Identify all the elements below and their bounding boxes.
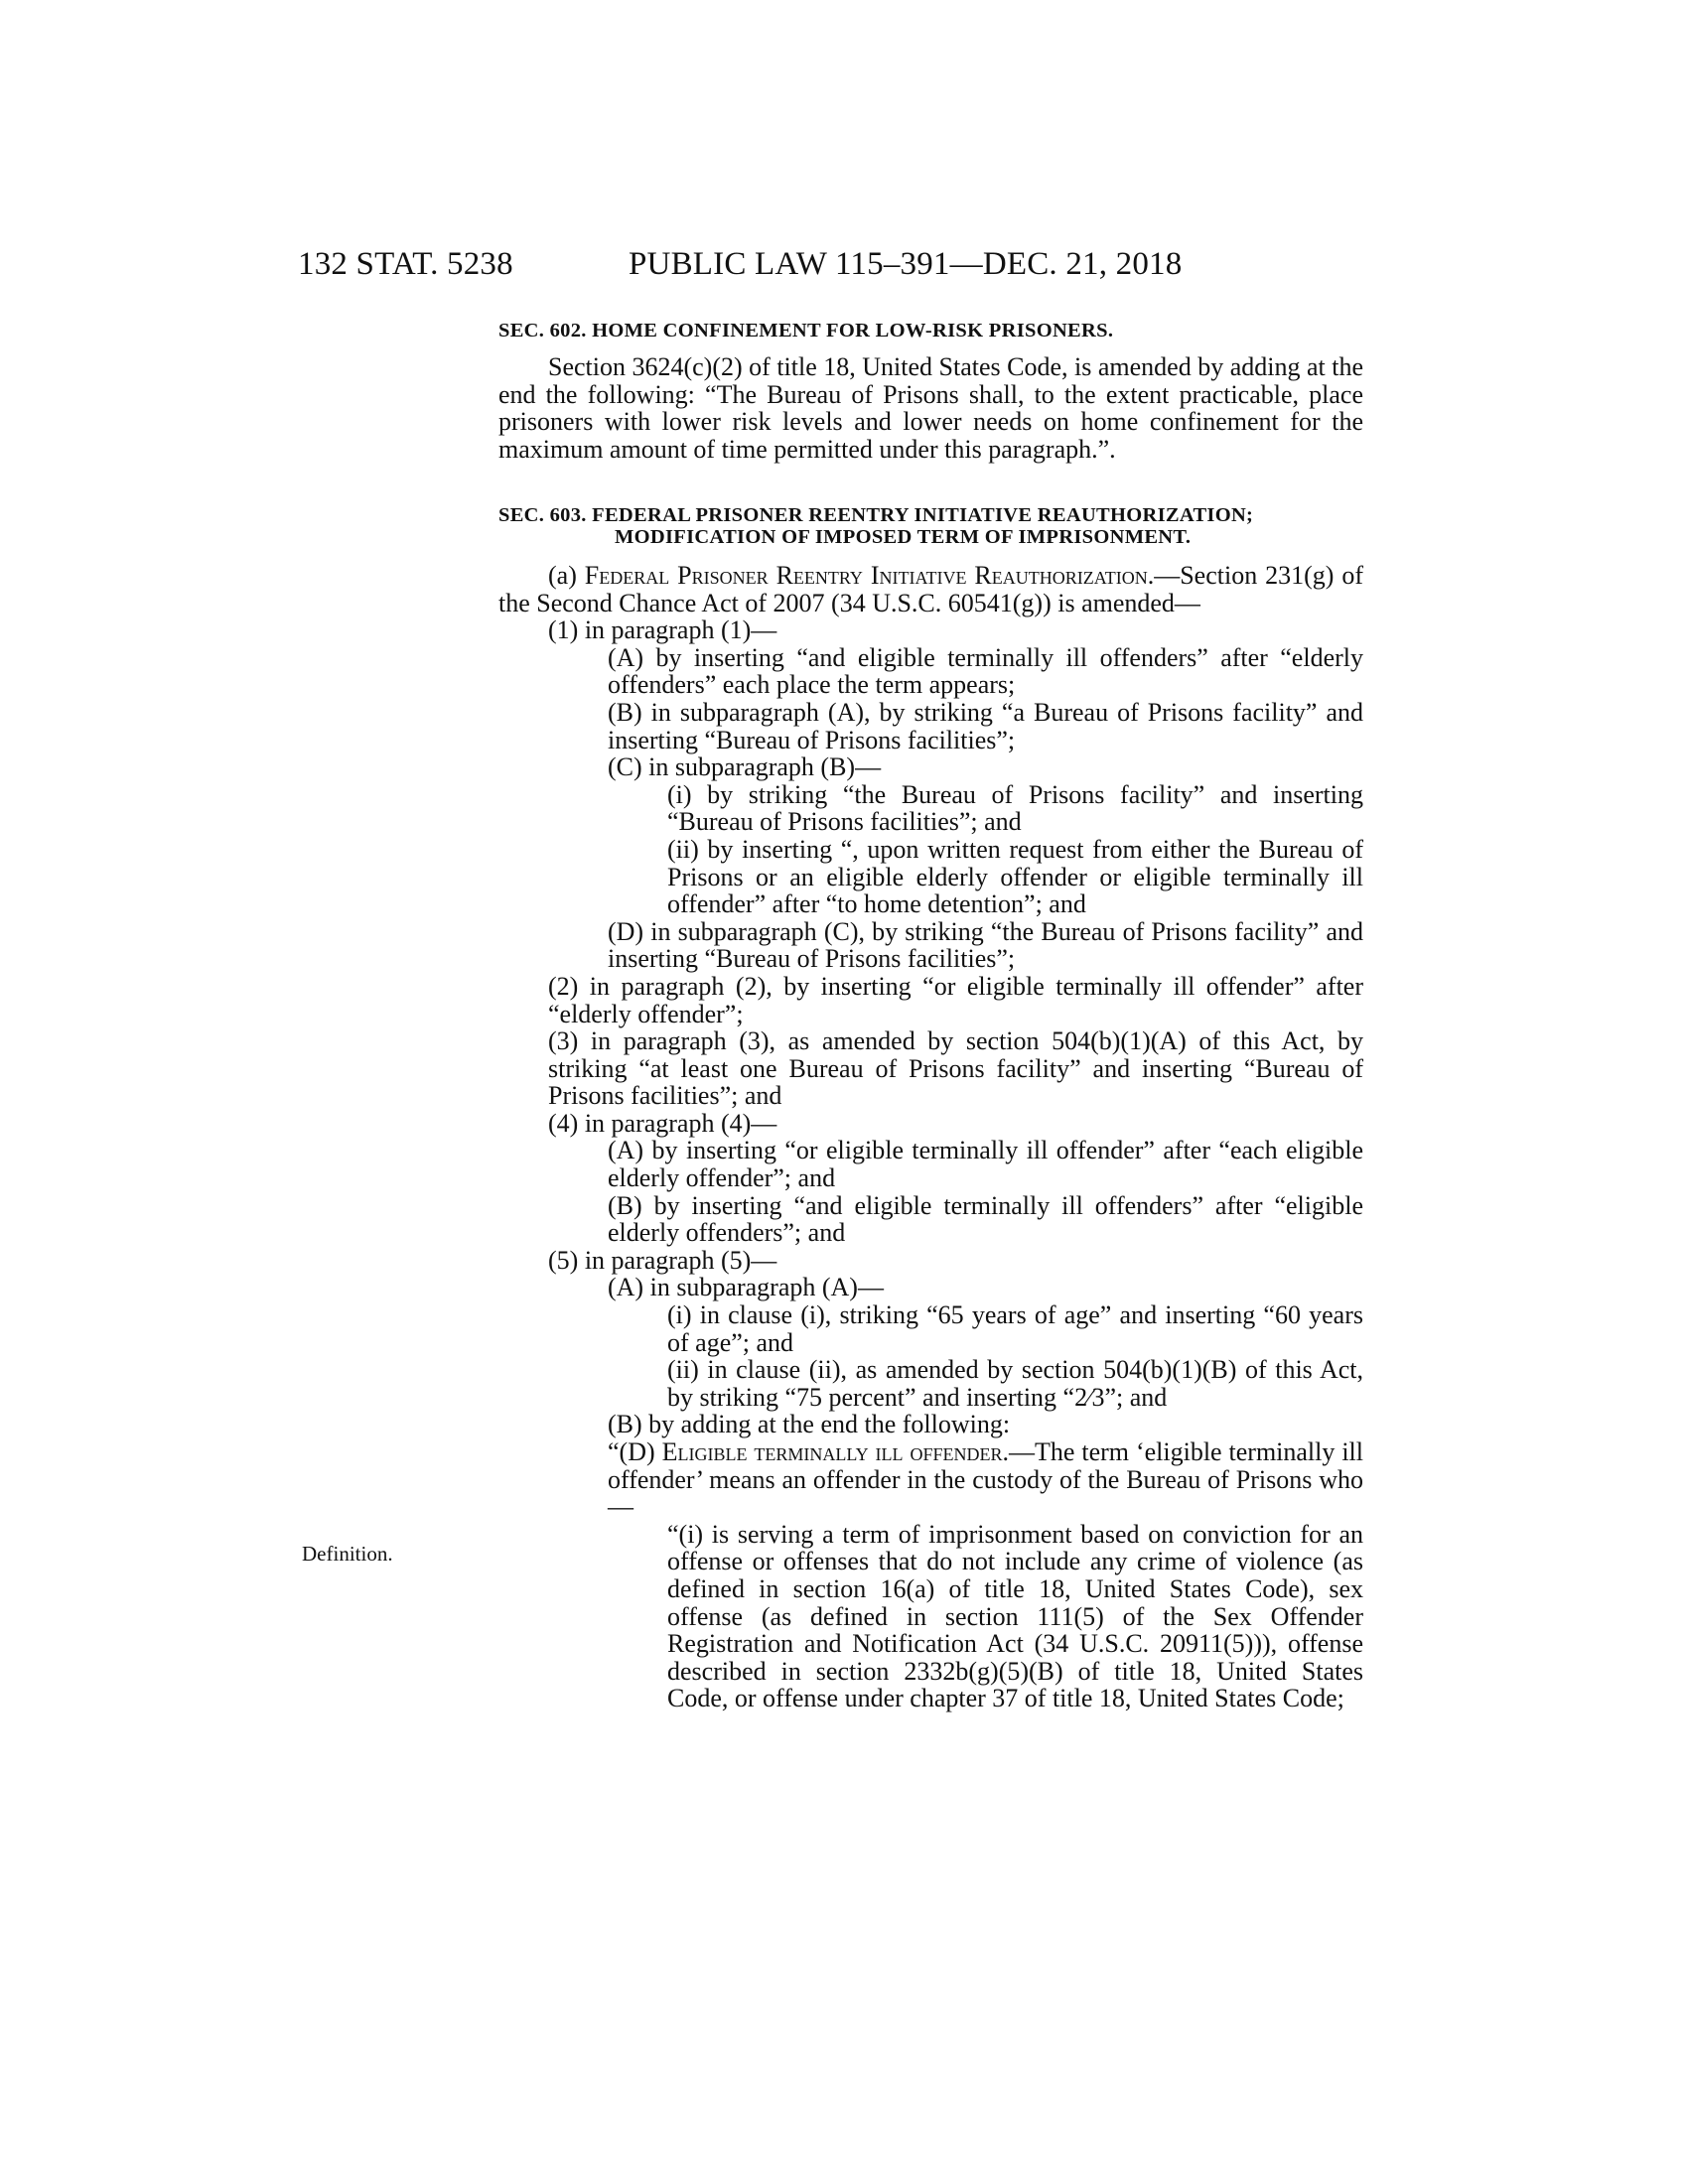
subsection-a-caption: Federal Prisoner Reentry Initiative Reauthorization. bbox=[584, 561, 1155, 590]
section-602 bbox=[498, 320, 1363, 463]
running-header-title: PUBLIC LAW 115–391—DEC. 21, 2018 bbox=[629, 246, 1183, 282]
section-602-body: Section 3624(c)(2) of title 18, United States Code, is amended by adding at the end the following: “The Bureau of Prisons shall, to the extent practicable, place prisoners with lower risk levels and lower needs on home confinement for the maximum amount of time permitted under this paragraph.”. bbox=[498, 352, 1363, 464]
paragraph-5: (5) in paragraph (5)— bbox=[548, 1245, 777, 1275]
paragraph-5-A-i: (i) in clause (i), striking “65 years of age” and inserting “60 years of age”; and bbox=[667, 1300, 1363, 1357]
definition-D-text: —The term ‘eligible terminally ill offender’ means an offender in the custody of the Bureau of Prisons who— bbox=[608, 1437, 1364, 1522]
subsection-a-label: (a) bbox=[548, 561, 577, 590]
margin-note-definition: Definition. bbox=[302, 1542, 393, 1566]
stat-reference: 132 STAT. 5238 bbox=[298, 246, 513, 282]
paragraph-1-A-text: (A) by inserting “and eligible terminally ill offenders” after “elderly offenders” each place the term appears; bbox=[608, 642, 1363, 700]
subsection-a bbox=[498, 562, 1363, 616]
paragraph-1-C-i: (i) by striking “the Bureau of Prisons facility” and inserting “Bureau of Prisons facilities”; and bbox=[667, 779, 1363, 837]
paragraph-1-A bbox=[498, 644, 1363, 699]
definition-D-caption: Eligible terminally ill offender. bbox=[661, 1437, 1009, 1466]
paragraph-4: (4) in paragraph (4)— bbox=[548, 1108, 777, 1138]
paragraph-5-A-ii: (ii) in clause (ii), as amended by section 504(b)(1)(B) of this Act, by striking “75 percent” and inserting “2⁄3”; and bbox=[667, 1355, 1363, 1412]
subsection-a-text: —Section 231(g) of the Second Chance Act of 2007 (34 U.S.C. 60541(g)) is amended— bbox=[498, 561, 1364, 617]
paragraph-2: (2) in paragraph (2), by inserting “or eligible terminally ill offender” after “elderly offender”; bbox=[548, 971, 1363, 1028]
paragraph-5-B: (B) by adding at the end the following: bbox=[608, 1410, 1011, 1439]
paragraph-1-D: (D) in subparagraph (C), by striking “the Bureau of Prisons facility” and inserting “Bureau of Prisons facilities”; bbox=[608, 916, 1363, 974]
definition-D-i: “(i) is serving a term of imprisonment based on conviction for an offense or offenses that do not include any crime of violence (as defined in section 16(a) of title 18, United States Code), sex offense (as defined in section 111(5) of the Sex Offender Registration and Notification Act (34 U.S.C. 20911(5))), offense described in section 2332b(g)(5)(B) of title 18, United States Code, or offense under chapter 37 of title 18, United States Code; bbox=[667, 1519, 1363, 1713]
section-603-heading: SEC. 603. FEDERAL PRISONER REENTRY INITIATIVE REAUTHORIZATION; MODIFICATION OF IMPOSED TERM OF IMPRISONMENT. bbox=[498, 504, 1254, 548]
paragraph-4-B: (B) by inserting “and eligible terminally ill offenders” after “eligible elderly offenders”; and bbox=[608, 1190, 1363, 1248]
paragraph-1: (1) in paragraph (1)— bbox=[548, 615, 777, 645]
paragraph-1-C: (C) in subparagraph (B)— bbox=[608, 752, 882, 782]
definition-D-label: “(D) bbox=[608, 1437, 655, 1466]
paragraph-1-B: (B) in subparagraph (A), by striking “a Bureau of Prisons facility” and inserting “Bureau of Prisons facilities”; bbox=[608, 697, 1363, 754]
paragraph-1-C-ii: (ii) by inserting “, upon written request from either the Bureau of Prisons or an eligible elderly offender or eligible terminally ill offender” after “to home detention”; and bbox=[667, 834, 1363, 919]
definition-D bbox=[498, 1438, 1363, 1521]
paragraph-3: (3) in paragraph (3), as amended by section 504(b)(1)(A) of this Act, by striking “at least one Bureau of Prisons facility” and inserting “Bureau of Prisons facilities”; and bbox=[548, 1026, 1363, 1111]
section-602-heading: SEC. 602. HOME CONFINEMENT FOR LOW-RISK PRISONERS. bbox=[498, 320, 1114, 341]
paragraph-5-A: (A) in subparagraph (A)— bbox=[608, 1273, 884, 1302]
section-603 bbox=[498, 504, 1363, 1712]
paragraph-4-A: (A) by inserting “or eligible terminally ill offender” after “each eligible elderly offender”; and bbox=[608, 1136, 1363, 1193]
